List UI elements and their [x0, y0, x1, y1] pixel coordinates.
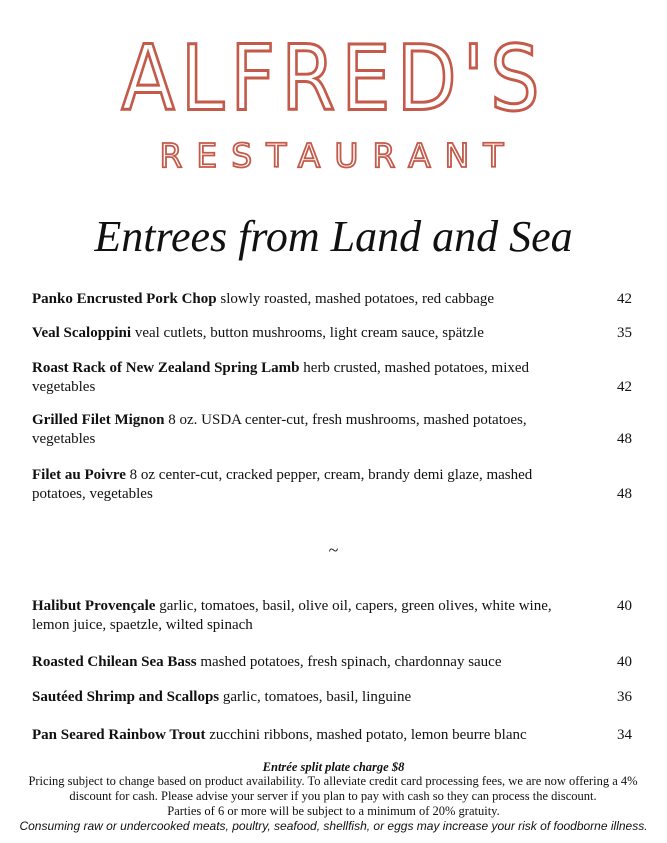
- menu-item-description: mashed potatoes, fresh spinach, chardonnay sauce: [200, 654, 502, 670]
- menu-item-name: Halibut Provençale: [32, 598, 156, 614]
- section-divider: ~: [328, 540, 339, 560]
- menu-item-price: 48: [617, 431, 632, 447]
- menu-item-description: slowly roasted, mashed potatoes, red cabbage: [220, 291, 495, 307]
- food-safety-warning: Consuming raw or undercooked meats, poultry, seafood, shellfish, or eggs may increase your risk of foodborne illness.: [19, 819, 648, 833]
- menu-item-halibut: [32, 597, 632, 635]
- menu-item-price: 42: [617, 291, 632, 307]
- menu-item-rack-of-lamb: [32, 359, 632, 397]
- split-plate-charge: Entrée split plate charge $8: [262, 760, 405, 774]
- menu-item-name: Filet au Poivre: [32, 467, 126, 483]
- menu-item-veal-scaloppini: [32, 324, 632, 343]
- menu-item-description: 8 oz. USDA center-cut, fresh mushrooms, mashed potatoes, vegetables: [32, 412, 527, 447]
- gratuity-note: Parties of 6 or more will be subject to a minimum of 20% gratuity.: [167, 804, 500, 818]
- menu-item-rainbow-trout: [32, 726, 632, 745]
- menu-item-description: herb crusted, mashed potatoes, mixed vegetables: [32, 360, 530, 395]
- menu-item-pork-chop: [32, 290, 632, 309]
- menu-item-price: 48: [617, 486, 632, 502]
- menu-item-filet-au-poivre: [32, 466, 632, 504]
- menu-item-description: 8 oz center-cut, cracked pepper, cream, brandy demi glaze, mashed potatoes, vegetables: [32, 467, 533, 502]
- menu-item-name: Panko Encrusted Pork Chop: [32, 291, 217, 307]
- menu-item-price: 40: [617, 598, 632, 614]
- menu-item-name: Grilled Filet Mignon: [32, 412, 165, 428]
- menu-item-description: garlic, tomatoes, basil, linguine: [222, 689, 412, 705]
- menu-item-shrimp-scallops: [32, 688, 632, 707]
- menu-item-name: Roasted Chilean Sea Bass: [32, 654, 197, 670]
- menu-section-heading: Entrees from Land and Sea: [94, 212, 573, 261]
- menu-item-description: zucchini ribbons, mashed potato, lemon beurre blanc: [209, 727, 527, 743]
- menu-item-description: garlic, tomatoes, basil, olive oil, capers, green olives, white wine, lemon juice, spaetzle, wilted spinach: [32, 598, 552, 633]
- restaurant-logo-title: ALFRED'S: [121, 28, 546, 132]
- menu-item-price: 40: [617, 654, 632, 670]
- menu-item-name: Pan Seared Rainbow Trout: [32, 727, 206, 743]
- menu-item-price: 34: [617, 727, 632, 743]
- menu-item-name: Sautéed Shrimp and Scallops: [32, 689, 220, 705]
- restaurant-logo-subtitle: RESTAURANT: [159, 136, 518, 175]
- menu-item-description: veal cutlets, button mushrooms, light cream sauce, spätzle: [134, 325, 484, 341]
- menu-item-name: Veal Scaloppini: [32, 325, 132, 341]
- menu-item-price: 36: [617, 689, 632, 705]
- menu-item-filet-mignon: [32, 411, 632, 449]
- menu-item-name: Roast Rack of New Zealand Spring Lamb: [32, 360, 300, 376]
- pricing-note: Pricing subject to change based on product availability. To alleviate credit card processing fees, we are now offering a 4% discount for cash. Please advise your server if you plan to pay with cash so they can process the discount.: [28, 774, 638, 803]
- menu-item-price: 35: [617, 325, 632, 341]
- menu-item-price: 42: [617, 379, 632, 395]
- menu-item-sea-bass: [32, 653, 632, 672]
